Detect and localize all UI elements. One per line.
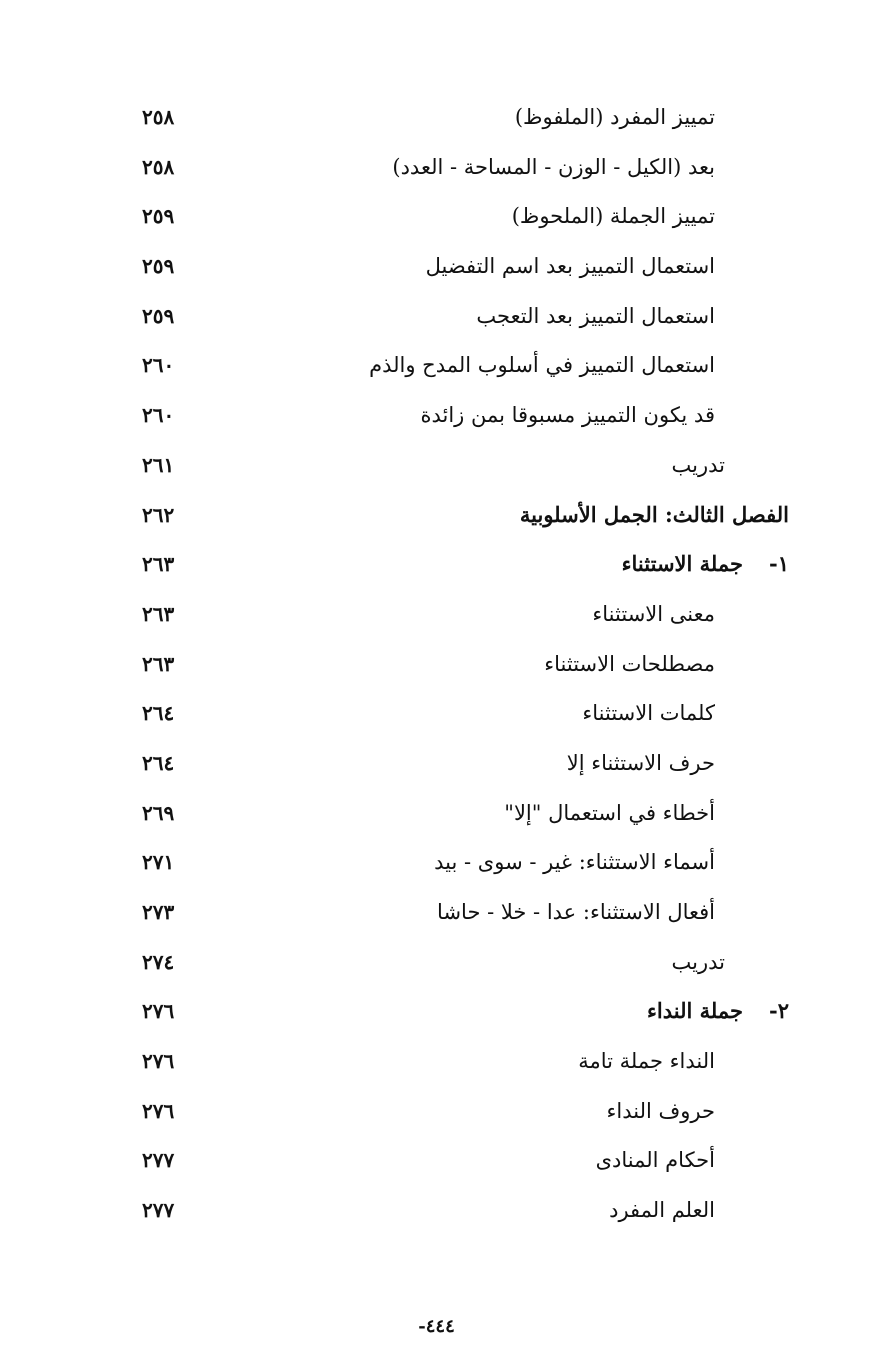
entry-page-number: ٢٦٩ bbox=[142, 800, 175, 825]
toc-entry bbox=[0, 344, 873, 394]
toc-entry bbox=[0, 643, 873, 693]
toc-entry bbox=[0, 1090, 873, 1140]
entry-page-number: ٢٥٩ bbox=[142, 204, 175, 229]
entry-page-number: ٢٦٠ bbox=[142, 353, 175, 378]
entry-title: أخطاء في استعمال "إلا" bbox=[504, 800, 715, 825]
entry-page-number: ٢٧٦ bbox=[142, 1098, 175, 1123]
page-number: -٤٤٤ bbox=[418, 1316, 455, 1337]
toc-entry bbox=[0, 494, 873, 544]
entry-page-number: ٢٦٣ bbox=[142, 601, 175, 626]
toc-entry bbox=[0, 891, 873, 941]
toc-entry bbox=[0, 146, 873, 196]
entry-title: أحكام المنادى bbox=[595, 1148, 715, 1173]
toc-entry bbox=[0, 543, 873, 593]
entry-page-number: ٢٦٠ bbox=[142, 403, 175, 428]
entry-page-number: ٢٧٧ bbox=[142, 1198, 175, 1223]
toc-entry bbox=[0, 295, 873, 345]
chapter-heading: الفصل الثالث: الجمل الأسلوبية bbox=[519, 501, 789, 527]
entry-page-number: ٢٦٣ bbox=[142, 552, 175, 577]
entry-title: بعد (الكيل - الوزن - المساحة - العدد) bbox=[392, 154, 715, 179]
toc-entry bbox=[0, 195, 873, 245]
toc-entry bbox=[0, 792, 873, 842]
entry-title: تدريب bbox=[671, 452, 725, 477]
entry-page-number: ٢٥٨ bbox=[142, 105, 175, 129]
entry-page-number: ٢٦٤ bbox=[142, 701, 175, 726]
entry-title: استعمال التمييز في أسلوب المدح والذم bbox=[369, 353, 715, 378]
section-heading bbox=[622, 549, 789, 579]
entry-page-number: ٢٧٦ bbox=[142, 999, 175, 1024]
entry-title: العلم المفرد bbox=[609, 1198, 715, 1223]
entry-title: مصطلحات الاستثناء bbox=[544, 651, 715, 676]
section-heading bbox=[647, 996, 789, 1026]
entry-page-number: ٢٦١ bbox=[142, 452, 175, 477]
entry-page-number: ٢٦٢ bbox=[142, 502, 175, 527]
entry-page-number: ٢٧٤ bbox=[142, 949, 175, 974]
toc-entry bbox=[0, 394, 873, 444]
toc-entry bbox=[0, 1040, 873, 1090]
toc-entry bbox=[0, 941, 873, 991]
entry-title: استعمال التمييز بعد اسم التفضيل bbox=[425, 254, 715, 279]
toc-entry bbox=[0, 841, 873, 891]
section-number: ٢- bbox=[769, 998, 789, 1024]
entry-title: استعمال التمييز بعد التعجب bbox=[476, 303, 715, 328]
entry-title: كلمات الاستثناء bbox=[582, 701, 715, 726]
table-of-contents bbox=[0, 96, 873, 1239]
toc-entry bbox=[0, 1189, 873, 1239]
entry-page-number: ٢٧١ bbox=[142, 850, 175, 875]
toc-entry bbox=[0, 245, 873, 295]
entry-title: حرف الاستثناء إلا bbox=[566, 750, 715, 775]
entry-page-number: ٢٥٩ bbox=[142, 254, 175, 279]
entry-title: النداء جملة تامة bbox=[578, 1049, 715, 1074]
entry-title: أفعال الاستثناء: عدا - خلا - حاشا bbox=[437, 900, 715, 924]
toc-entry bbox=[0, 1139, 873, 1189]
entry-title: أسماء الاستثناء: غير - سوى - بيد bbox=[434, 850, 715, 875]
toc-entry bbox=[0, 742, 873, 792]
entry-title: تدريب bbox=[671, 949, 725, 974]
entry-page-number: ٢٧٧ bbox=[142, 1148, 175, 1173]
entry-title: تمييز الجملة (الملحوظ) bbox=[511, 204, 715, 229]
entry-title: تمييز المفرد (الملفوظ) bbox=[514, 105, 715, 129]
entry-page-number: ٢٥٨ bbox=[142, 154, 175, 179]
entry-title: معنى الاستثناء bbox=[592, 601, 715, 626]
toc-entry bbox=[0, 96, 873, 146]
section-title: جملة الاستثناء bbox=[621, 551, 743, 577]
entry-title: حروف النداء bbox=[606, 1098, 715, 1123]
entry-page-number: ٢٥٩ bbox=[142, 303, 175, 328]
entry-page-number: ٢٧٣ bbox=[142, 900, 175, 924]
toc-entry bbox=[0, 692, 873, 742]
section-number: ١- bbox=[769, 551, 789, 577]
section-title: جملة النداء bbox=[647, 998, 743, 1024]
toc-entry bbox=[0, 990, 873, 1040]
entry-page-number: ٢٦٤ bbox=[142, 750, 175, 775]
entry-page-number: ٢٧٦ bbox=[142, 1049, 175, 1074]
toc-entry bbox=[0, 593, 873, 643]
entry-title: قد يكون التمييز مسبوقا بمن زائدة bbox=[420, 403, 715, 428]
toc-entry bbox=[0, 444, 873, 494]
entry-page-number: ٢٦٣ bbox=[142, 651, 175, 676]
